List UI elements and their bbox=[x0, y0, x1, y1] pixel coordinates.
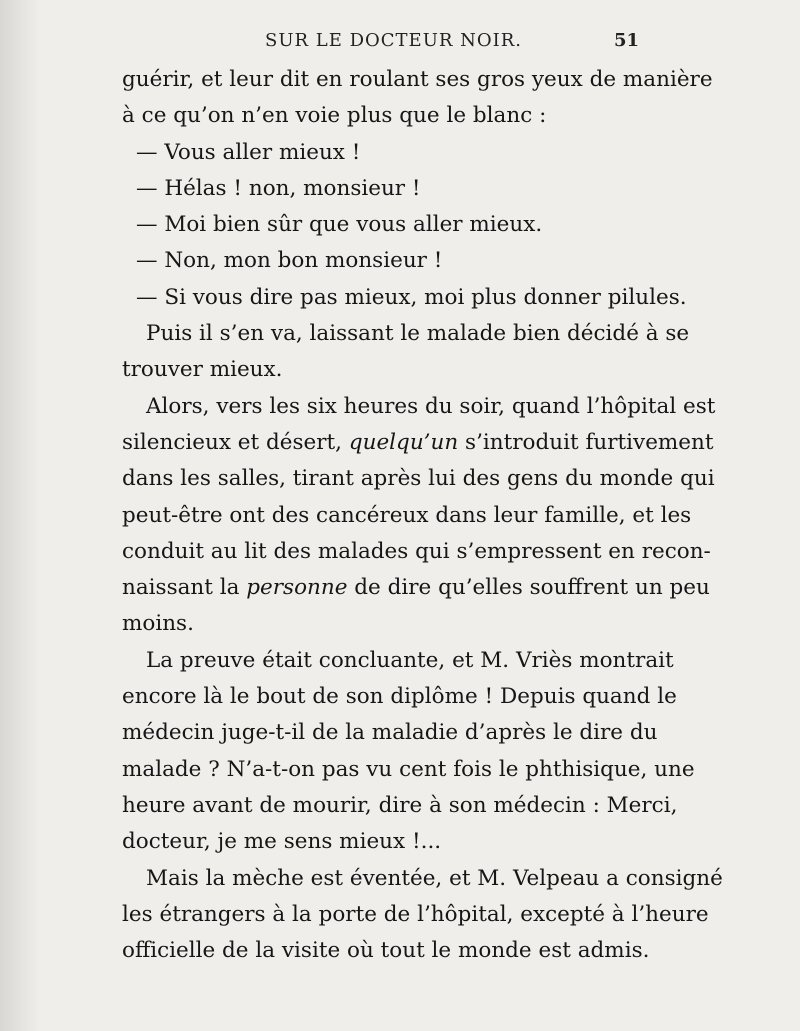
page-number: 51 bbox=[614, 30, 640, 51]
text-line: Puis il s’en va, laissant le malade bien décidé à se bbox=[146, 321, 690, 347]
dialogue-line: — Non, mon bon monsieur ! bbox=[136, 248, 443, 274]
page-body bbox=[122, 62, 723, 969]
running-title: SUR LE DOCTEUR NOIR. bbox=[265, 30, 523, 51]
text-line: La preuve était concluante, et M. Vriès montrait bbox=[146, 647, 674, 673]
text-line: malade ? N’a-t-on pas vu cent fois le phthisique, une bbox=[122, 756, 695, 782]
text-line: encore là le bout de son diplôme ! Depuis quand le bbox=[122, 684, 677, 710]
text-line: guérir, et leur dit en roulant ses gros yeux de manière bbox=[122, 67, 713, 92]
text-line: heure avant de mourir, dire à son médecin : Merci, bbox=[122, 792, 678, 818]
dialogue-line: — Hélas ! non, monsieur ! bbox=[136, 175, 421, 201]
text-line: trouver mieux. bbox=[122, 357, 283, 383]
dialogue-line: — Moi bien sûr que vous aller mieux. bbox=[136, 212, 543, 238]
text-line bbox=[122, 425, 714, 461]
text-line: moins. bbox=[122, 611, 194, 637]
text-line: conduit au lit des malades qui s’empressent en recon- bbox=[122, 538, 711, 564]
text-segment: s’introduit furtivement bbox=[458, 429, 714, 455]
text-line: docteur, je me sens mieux !... bbox=[122, 829, 442, 855]
text-segment: silencieux et désert, bbox=[122, 429, 349, 455]
text-line: officielle de la visite où tout le monde est admis. bbox=[122, 938, 650, 964]
text-line: Mais la mèche est éventée, et M. Velpeau a consigné bbox=[146, 865, 723, 891]
text-line bbox=[122, 570, 710, 606]
text-line: à ce qu’on n’en voie plus que le blanc : bbox=[122, 103, 547, 129]
text-line: Alors, vers les six heures du soir, quand l’hôpital est bbox=[146, 393, 716, 419]
dialogue-line: — Si vous dire pas mieux, moi plus donner pilules. bbox=[136, 284, 687, 310]
text-line: médecin juge-t-il de la maladie d’après le dire du bbox=[122, 720, 658, 746]
text-line: les étrangers à la porte de l’hôpital, excepté à l’heure bbox=[122, 901, 709, 927]
text-segment: naissant la bbox=[122, 575, 247, 601]
text-segment: de dire qu’elles souffrent un peu bbox=[347, 575, 710, 601]
text-line: dans les salles, tirant après lui des gens du monde qui bbox=[122, 466, 715, 492]
text-line: peut-être ont des cancéreux dans leur famille, et les bbox=[122, 502, 692, 528]
italic-word: personne bbox=[246, 575, 348, 601]
italic-word: quelqu’un bbox=[348, 429, 459, 455]
dialogue-line: — Vous aller mieux ! bbox=[136, 139, 361, 165]
